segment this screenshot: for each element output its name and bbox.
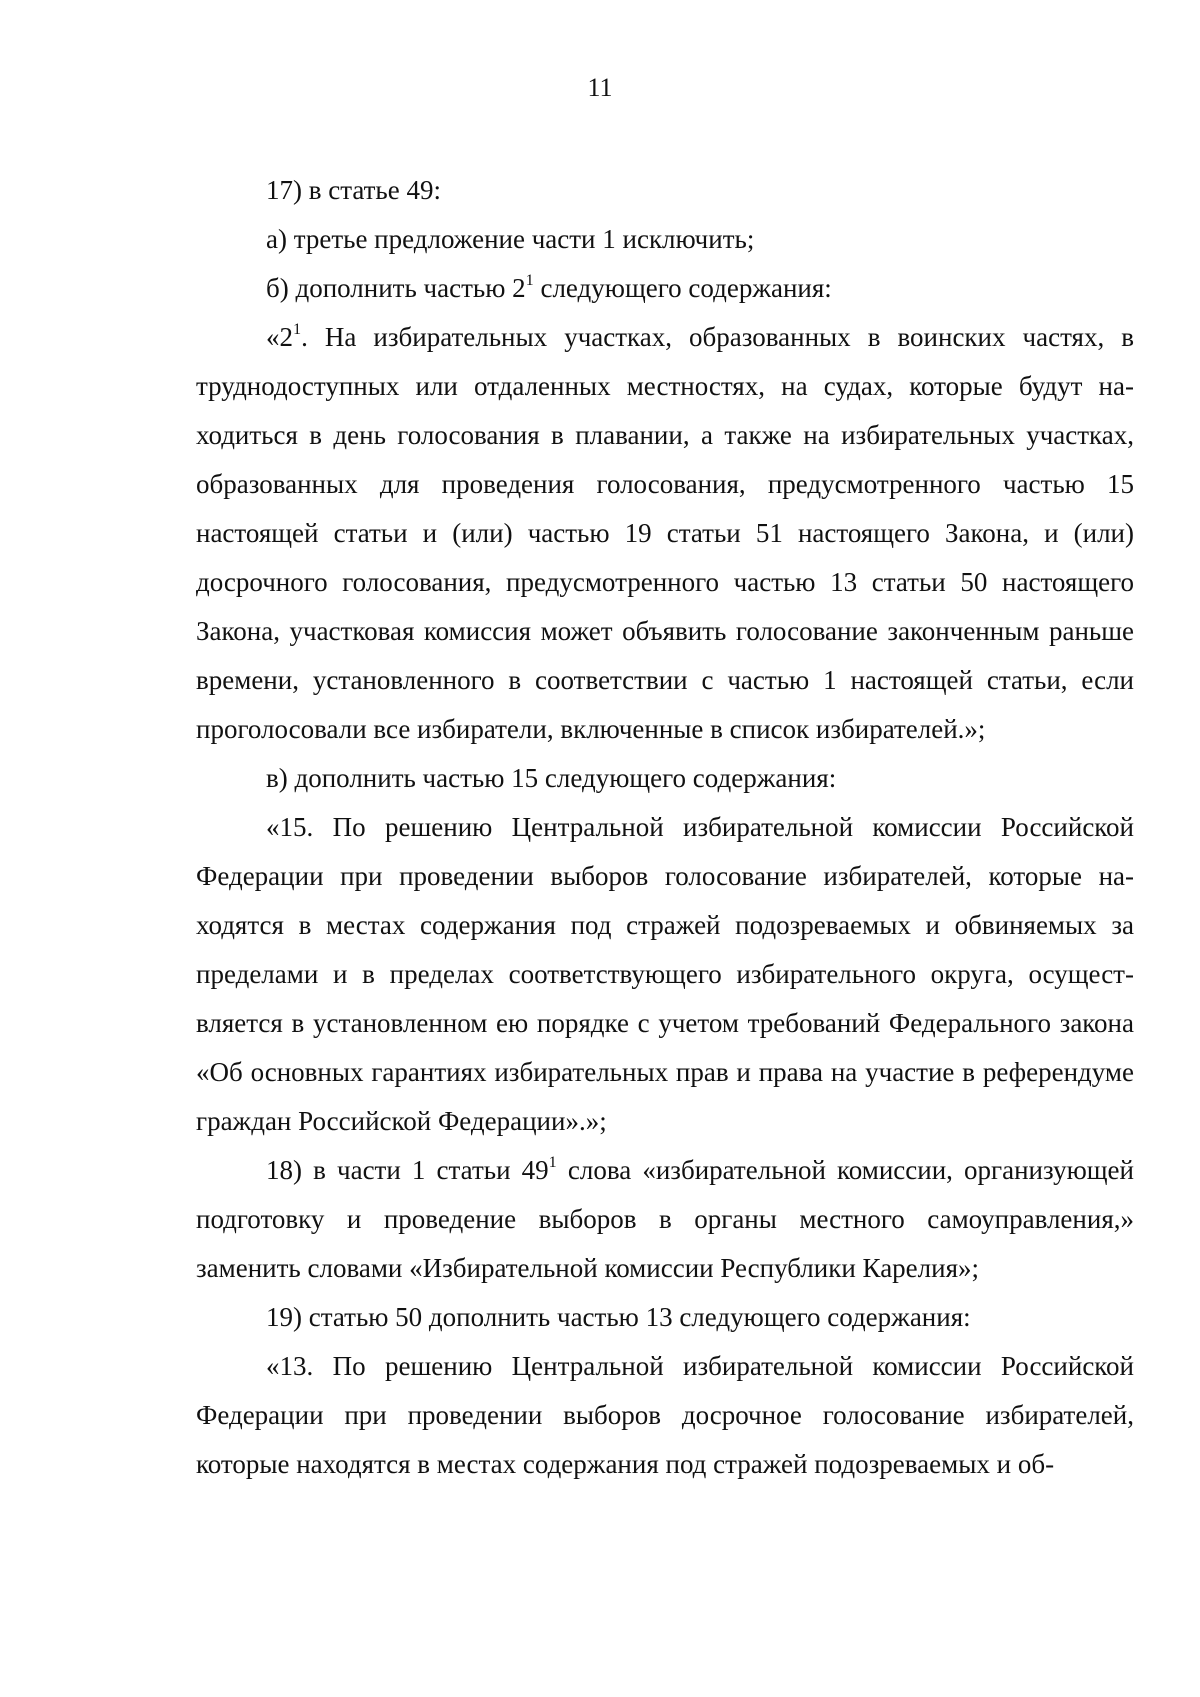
superscript-index: 1 (293, 320, 302, 339)
paragraph-text: . На избирательных участках, образованных в воинских частях, в труднодоступных или отдаленных местностях, на судах, которые будут находиться в день голосования в плавании, а также на избирательных участках, образованных для проведения голосования, предусмотренного частью 15 настоящей статьи и (или) частью 19 статьи 51 настоящего Закона, и (или) досрочного голосования, предусмотренного частью 13 статьи 50 настоящего Закона, участковая комиссия может объявить голосование законченным раньше времени, установленного в соответствии с частью 1 настоящей статьи, если проголосовали все избиратели, включенные в список избирателей.»; (196, 322, 1134, 744)
paragraph (196, 754, 1134, 803)
page-number: 11 (587, 73, 613, 102)
paragraph-text: а) третье предложение части 1 исключить; (266, 224, 755, 254)
paragraph-text: «15. По решению Центральной избирательной комиссии Российской Федерации при проведении выборов голосование избирателей, которые находятся в местах содержания под стражей подозреваемых и обвиняемых за пределами и в пределах соответствующего избирательного округа, осуществляется в установленном ею порядке с учетом требований Федерального закона «Об основных гарантиях избирательных прав и права на участие в референдуме граждан Российской Федерации».»; (196, 812, 1134, 1136)
paragraph (196, 1342, 1134, 1489)
paragraph (196, 803, 1134, 1146)
paragraph-text: следующего содержания: (533, 273, 832, 303)
paragraph (196, 1146, 1134, 1293)
paragraph (196, 1293, 1134, 1342)
paragraph-text: 19) статью 50 дополнить частью 13 следующего содержания: (266, 1302, 971, 1332)
paragraph-text: слова «избирательной комиссии, организующей подготовку и проведение выборов в органы местного самоуправления,» заменить словами «Избирательной комиссии Республики Карелия»; (196, 1155, 1134, 1283)
paragraph-text: в) дополнить частью 15 следующего содержания: (266, 763, 837, 793)
superscript-index: 1 (548, 1153, 557, 1172)
document-body (196, 166, 1134, 1489)
superscript-index: 1 (525, 271, 534, 290)
paragraph (196, 215, 1134, 264)
paragraph (196, 313, 1134, 754)
paragraph (196, 166, 1134, 215)
paragraph-text: 17) в статье 49: (266, 175, 441, 205)
paragraph-text: «13. По решению Центральной избирательной комиссии Российской Федерации при проведении выборов досрочное голосование избирателей, которые находятся в местах содержания под стражей подозреваемых и об- (196, 1351, 1134, 1479)
paragraph (196, 264, 1134, 313)
paragraph-text: б) дополнить частью 2 (266, 273, 526, 303)
paragraph-text: 18) в части 1 статьи 49 (266, 1155, 549, 1185)
paragraph-text: «2 (266, 322, 293, 352)
